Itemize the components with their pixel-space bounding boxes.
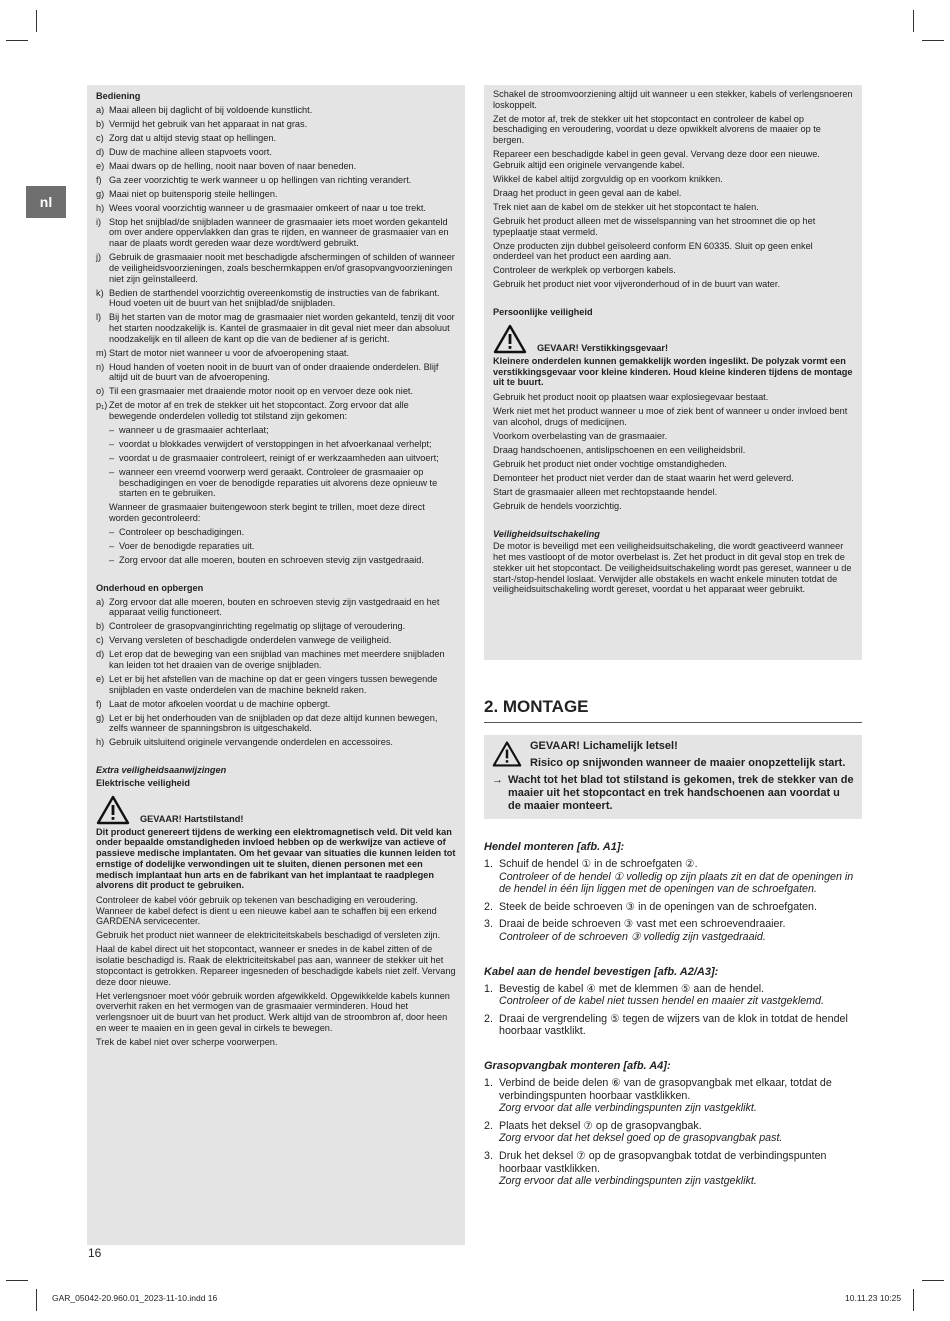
warning-text: Dit product genereert tijdens de werking een elektromagnetisch veld. Dit veld kan onder bepaalde omstandigheden invloed hebben op de werkwijze van actieve of passieve medische implantaten. Om het gevaar van situaties die kunnen leiden tot ernstige of dodelijke verwondingen uit te sluiten, dienen personen met een medisch implantaat hun arts en de fabrikant van het implantaat te raadplegen alvorens dit product te gebruiken.: [96, 826, 456, 891]
step-item: [484, 983, 862, 1008]
warning-icon: [493, 324, 527, 354]
item-text: voordat u de grasmaaier controleert, reinigt of er werkzaamheden aan uitvoert;: [119, 453, 439, 464]
list-item: [96, 175, 456, 186]
list-item: [96, 737, 456, 748]
paragraph: Repareer een beschadigde kabel in geen geval. Vervang deze door een nieuwe. Gebruik altijd een originele vervangende kabel.: [493, 149, 820, 170]
dash-item: [109, 555, 456, 566]
item-text: Gebruik uitsluitend originele vervangende onderdelen en accessoires.: [109, 737, 393, 748]
item-key: c): [96, 635, 104, 646]
item-key: f): [96, 698, 102, 709]
item-text: Zet de motor af en trek de stekker uit het stopcontact. Zorg ervoor dat alle bewegende onderdelen volledig tot stilstand zijn gekomen:: [109, 400, 409, 422]
warning-heart: [96, 795, 456, 825]
warning-icon: [96, 795, 130, 825]
list-item: [96, 203, 456, 214]
subsection-heading: Kabel aan de hendel bevestigen [afb. A2/A3]:: [484, 965, 719, 978]
dash-bullet: –: [109, 526, 115, 537]
list-item: [96, 386, 456, 397]
step-item: [484, 1077, 862, 1115]
item-text: Controleer de grasopvanginrichting regelmatig op slijtage of veroudering.: [109, 621, 406, 632]
list-item: [96, 362, 456, 383]
paragraph: Gebruik het product niet onder vochtige omstandigheden.: [493, 458, 727, 469]
item-key: j): [96, 252, 102, 263]
footer-file: GAR_05042-20.960.01_2023-11-10.indd 16: [52, 1293, 218, 1303]
item-key: d): [96, 649, 105, 660]
dash-item: [109, 453, 456, 464]
warning-title: GEVAAR! Hartstilstand!: [140, 814, 244, 825]
onderhoud-list: [96, 597, 456, 749]
item-text: Let er bij het onderhouden van de snijbladen op dat deze altijd kunnen bewegen, zelfs wanneer de spanningsbron is uitgeschakeld.: [109, 712, 438, 734]
item-key: b): [96, 621, 105, 632]
section-heading: Persoonlijke veiligheid: [493, 307, 593, 318]
item-text: Vermijd het gebruik van het apparaat in nat gras.: [109, 118, 308, 129]
item-text: Zorg ervoor dat alle moeren, bouten en schroeven stevig zijn vastgedraaid en het apparaat veilig functioneert.: [109, 596, 440, 618]
step-note: Zorg ervoor dat het deksel goed op de grasopvangbak past.: [499, 1132, 783, 1145]
list-item: [96, 133, 456, 144]
paragraph: Het verlengsnoer moet vóór gebruik worden afgewikkeld. Opgewikkelde kabels kunnen oververhit raken en het vermogen van de grasmaaier verminderen. Houd het verlengsnoer uit de buurt van het product. Werk altijd van de stroombron af, door heen en weer te maaien en in geen geval in cirkels te bewegen.: [96, 990, 450, 1033]
step-item: [484, 1120, 862, 1145]
item-text: Til een grasmaaier met draaiende motor nooit op en vervoer deze ook niet.: [109, 386, 414, 397]
item-key: a): [96, 104, 105, 115]
step-body: [499, 918, 862, 943]
item-text: Wees vooral voorzichtig wanneer u de grasmaaier omkeert of naar u toe trekt.: [109, 202, 426, 213]
warning-text: Kleinere onderdelen kunnen gemakkelijk worden ingeslikt. De polyzak vormt een verstikkingsgevaar voor kleine kinderen. Houd kleine kinderen tijdens de montage uit te buurt.: [493, 355, 853, 388]
step-text: Bevestig de kabel ④ met de klemmen ⑤ aan de hendel.: [499, 982, 765, 995]
step-item: [484, 1150, 862, 1188]
step-note: Controleer of de kabel niet tussen hendel en maaier zit vastgeklemd.: [499, 995, 824, 1008]
item-text: wanneer een vreemd voorwerp werd geraakt. Controleer de grasmaaier op beschadigingen en voer de benodigde reparaties uit alvorens deze opnieuw te starten en te gebruiken.: [119, 467, 438, 499]
paragraph: Controleer de werkplek op verborgen kabels.: [493, 265, 676, 276]
crop-mark: [922, 1280, 944, 1281]
step-text: Draai de beide schroeven ③ vast met een schroevendraaier.: [499, 918, 786, 931]
step-item: [484, 858, 862, 896]
item-key: g): [96, 712, 105, 723]
list-item: [96, 312, 456, 344]
page-number: 16: [88, 1246, 102, 1260]
step-note: Zorg ervoor dat alle verbindingspunten zijn vastgeklikt.: [499, 1102, 757, 1115]
item-text: Maai niet op buitensporig steile hellingen.: [109, 188, 278, 199]
step-text: Steek de beide schroeven ③ in de openingen van de schroefgaten.: [499, 900, 817, 913]
step-text: Verbind de beide delen ⑥ van de grasopvangbak met elkaar, totdat de verbindingspunten hoorbaar vastklikken.: [499, 1076, 832, 1102]
paragraph: Onze producten zijn dubbel geïsoleerd conform EN 60335. Sluit op geen enkel onderdeel van het product een aarding aan.: [493, 240, 813, 262]
list-item: [96, 189, 456, 200]
dash-item: [109, 467, 456, 499]
item-key: b): [96, 118, 105, 129]
step-text: Druk het deksel ⑦ op de grasopvangbak totdat de verbindingspunten hoorbaar vastklikken.: [499, 1149, 827, 1175]
paragraph: Werk niet met het product wanneer u moe of ziek bent of wanneer u onder invloed bent van alcohol, drugs of medicijnen.: [493, 406, 848, 427]
paragraph: Start de grasmaaier alleen met rechtopstaande hendel.: [493, 486, 718, 497]
paragraph: Zet de motor af, trek de stekker uit het stopcontact en controleer de kabel op beschadiging en veroudering, voordat u deze opwikkelt alvorens de maaier op te bergen.: [493, 113, 821, 146]
item-text: Gebruik de grasmaaier nooit met beschadigde afschermingen of schilden of wanneer de veiligheidsvoorzieningen, zoals beschermkappen en/of grasopvangvoorzieningen niet zijn geïnstalleerd.: [109, 252, 455, 284]
step-note: Zorg ervoor dat alle verbindingspunten zijn vastgeklikt.: [499, 1175, 757, 1188]
step-body: [499, 983, 862, 1008]
step-number: 1.: [484, 1076, 493, 1089]
list-item: [96, 674, 456, 695]
item-key: e): [96, 160, 105, 171]
section-heading: Veiligheidsuitschakeling: [493, 528, 600, 539]
item-text: Zorg ervoor dat alle moeren, bouten en schroeven stevig zijn vastgedraaid.: [119, 554, 424, 565]
item-text: voordat u blokkades verwijdert of verstoppingen in het afvoerkanaal verhelpt;: [119, 439, 432, 450]
item-text: Laat de motor afkoelen voordat u de machine opbergt.: [109, 698, 331, 709]
item-key: f): [96, 174, 102, 185]
warning-title: GEVAAR! Verstikkingsgevaar!: [537, 343, 669, 354]
item-text: Start de motor niet wanneer u voor de afvoeropening staat.: [109, 347, 350, 358]
item-text: Duw de machine alleen stapvoets voort.: [109, 146, 272, 157]
step-text: Schuif de hendel ① in de schroefgaten ②.: [499, 858, 698, 870]
item-key: h): [96, 737, 105, 748]
list-item: [96, 649, 456, 670]
item-key: h): [96, 202, 105, 213]
elec-paragraphs: [96, 895, 456, 1047]
section-heading: Bediening: [96, 91, 141, 101]
section-heading: Extra veiligheidsaanwijzingen: [96, 765, 227, 776]
paragraph: Schakel de stroomvoorziening altijd uit wanneer u een stekker, kabels of verlengsnoeren loskoppelt.: [493, 89, 853, 110]
subsection-heading: Grasopvangbak monteren [afb. A4]:: [484, 1059, 671, 1072]
paragraph: Controleer de kabel vóór gebruik op tekenen van beschadiging en veroudering. Wanneer de kabel defect is dient u een nieuwe kabel aan te schaffen bij een erkend GARDENA servicecenter.: [96, 894, 437, 927]
paragraph: Wanneer de grasmaaier buitengewoon sterk begint te trillen, moet deze direct worden gecontroleerd:: [109, 502, 425, 524]
item-key: p₁): [96, 400, 108, 411]
step-item: [484, 1013, 862, 1038]
footer-date: 10.11.23 10:25: [845, 1293, 902, 1303]
language-tab: nl: [26, 186, 66, 218]
right-column: [484, 85, 862, 660]
item-text: Bedien de starthendel voorzichtig overeenkomstig de instructies van de fabrikant. Houd voeten uit de buurt van het snijblad/de snijbladen.: [109, 287, 440, 309]
item-key: e): [96, 673, 105, 684]
montage-steps: [484, 841, 862, 1188]
dash-bullet: –: [109, 453, 115, 464]
item-key: l): [96, 312, 102, 323]
dash-bullet: –: [109, 554, 115, 565]
step-item: [484, 918, 862, 943]
crop-mark: [6, 1280, 28, 1281]
warning-choking: [493, 324, 853, 354]
dash-item: [109, 425, 456, 436]
paragraph: Draag handschoenen, antislipschoenen en een veiligheidsbril.: [493, 444, 746, 455]
step-body: [499, 1013, 862, 1038]
montage-section: [484, 697, 862, 1193]
paragraph: Gebruik het product nooit op plaatsen waar explosiegevaar bestaat.: [493, 392, 769, 403]
item-text: Let erop dat de beweging van een snijblad van machines met meerdere snijbladen kan leiden tot het draaien van de overige snijbladen.: [109, 649, 445, 670]
item-key: m): [96, 347, 107, 358]
subsection-heading: Hendel monteren [afb. A1]:: [484, 841, 625, 853]
list-item: [96, 288, 456, 309]
step-body: [499, 858, 862, 896]
list-item: [96, 252, 456, 284]
item-text: Houd handen of voeten nooit in de buurt van of onder draaiende onderdelen. Blijf altijd uit de buurt van de afvoeropening.: [109, 361, 439, 383]
item-text: Maai alleen bij daglicht of bij voldoende kunstlicht.: [109, 104, 313, 115]
paragraph: Gebruik het product niet wanneer de elektriciteitskabels beschadigd of versleten zijn.: [96, 930, 441, 941]
section-heading: Elektrische veiligheid: [96, 778, 190, 789]
item-text: Controleer op beschadigingen.: [119, 526, 245, 537]
step-number: 3.: [484, 1149, 493, 1162]
step-number: 3.: [484, 918, 493, 931]
step-note: Controleer of de hendel ① volledig op zijn plaats zit en dat de openingen in de hendel in één lijn liggen met de openingen van de schroefgaten.: [499, 870, 854, 896]
step-text: Draai de vergrendeling ⑤ tegen de wijzers van de klok in totdat de hendel hoorbaar vastklikt.: [499, 1012, 848, 1038]
step-number: 1.: [484, 858, 493, 870]
dash-bullet: –: [109, 425, 115, 436]
item-text: Ga zeer voorzichtig te werk wanneer u op hellingen van richting verandert.: [109, 174, 412, 185]
item-key: c): [96, 132, 104, 143]
item-text: Vervang versleten of beschadigde onderdelen vanwege de veiligheid.: [109, 635, 392, 646]
montage-title: 2. MONTAGE: [484, 697, 862, 723]
step-text: Plaats het deksel ⑦ op de grasopvangbak.: [499, 1119, 702, 1132]
list-item: [96, 119, 456, 130]
p-extra-sub-list: [96, 527, 456, 566]
step-body: [499, 1077, 862, 1115]
item-key: g): [96, 188, 105, 199]
item-text: Let er bij het afstellen van de machine op dat er geen vingers tussen bewegende snijbladen en vaste onderdelen van de machine bekneld raken.: [109, 673, 438, 695]
paragraph: Gebruik de hendels voorzichtig.: [493, 500, 622, 511]
list-item: [96, 161, 456, 172]
dash-item: [109, 527, 456, 538]
step-number: 2.: [484, 900, 493, 913]
item-key: i): [96, 216, 102, 227]
paragraph: Trek niet aan de kabel om de stekker uit het stopcontact te halen.: [493, 201, 759, 212]
list-item: [96, 147, 456, 158]
warning-text: Risico op snijwonden wanneer de maaier onopzettelijk start.: [530, 757, 846, 769]
left-column: [87, 85, 465, 1245]
arrow-icon: →: [492, 774, 503, 786]
list-item: [96, 400, 456, 421]
paragraph: Trek de kabel niet over scherpe voorwerpen.: [96, 1036, 278, 1047]
list-item: [96, 699, 456, 710]
warning-icon: [492, 740, 522, 768]
list-item: [96, 713, 456, 734]
list-item: [96, 105, 456, 116]
step-number: 2.: [484, 1012, 493, 1025]
step-body: [499, 1120, 862, 1145]
crop-mark: [36, 10, 37, 32]
crop-mark: [913, 10, 914, 32]
dash-item: [109, 439, 456, 450]
item-text: wanneer u de grasmaaier achterlaat;: [119, 425, 269, 436]
step-body: [499, 1150, 862, 1188]
item-key: a): [96, 596, 105, 607]
warning-title: GEVAAR! Lichamelijk letsel!: [530, 740, 678, 752]
item-text: Stop het snijblad/de snijbladen wanneer de grasmaaier iets moet worden gekanteld om over andere oppervlakken dan gras te rijden, en wanneer de grasmaaier van en naar de plaats wordt gereden waar deze wordt/werd gebruikt.: [109, 216, 449, 249]
step-number: 1.: [484, 982, 493, 995]
warning-instruction: Wacht tot het blad tot stilstand is gekomen, trek de stekker van de maaier uit het stopcontact en trek handschoenen aan voordat u de maaier monteert.: [508, 774, 854, 812]
step-item: [484, 901, 862, 914]
item-key: d): [96, 146, 105, 157]
crop-mark: [36, 1289, 37, 1311]
montage-warning: [484, 735, 862, 819]
paragraph: Wikkel de kabel altijd zorgvuldig op en voorkom knikken.: [493, 173, 723, 184]
list-item: [96, 597, 456, 618]
list-item: [96, 348, 456, 359]
step-note: Controleer of de schroeven ③ volledig zijn vastgedraaid.: [499, 930, 766, 943]
bediening-list: [96, 105, 456, 422]
paragraph: Demonteer het product niet verder dan de staat waarin het werd geleverd.: [493, 472, 794, 483]
dash-bullet: –: [109, 540, 115, 551]
item-key: k): [96, 287, 104, 298]
step-body: [499, 901, 862, 914]
right-paragraphs: [493, 89, 853, 290]
list-item: [96, 217, 456, 249]
paragraph: Draag het product in geen geval aan de kabel.: [493, 187, 682, 198]
dash-item: [109, 541, 456, 552]
item-text: Bij het starten van de motor mag de grasmaaier niet worden gekanteld, tenzij dit voor het starten noodzakelijk is. Kantel de grasmaaier in dit geval niet meer dan absoluut noodzakelijk en til alleen de kant op die van de bediener af is gericht.: [109, 312, 455, 344]
item-text: Zorg dat u altijd stevig staat op hellingen.: [109, 132, 277, 143]
step-number: 2.: [484, 1119, 493, 1132]
item-text: Voer de benodigde reparaties uit.: [119, 540, 255, 551]
paragraph: Haal de kabel direct uit het stopcontact, wanneer er snedes in de kabel zitten of de isolatie beschadigd is. Raak de elektriciteitskabel pas aan, wanneer de stekker uit het stopcontact is getrokken. Repareer ingesneden of beschadigde kabels niet zelf. Vervang deze door nieuwe.: [96, 944, 456, 987]
list-item: [96, 635, 456, 646]
personal-paragraphs: [493, 392, 853, 511]
item-key: n): [96, 361, 105, 372]
crop-mark: [922, 40, 944, 41]
dash-bullet: –: [109, 439, 115, 450]
section-heading: Onderhoud en opbergen: [96, 582, 204, 593]
item-text: Maai dwars op de helling, nooit naar boven of naar beneden.: [109, 160, 357, 171]
crop-mark: [913, 1289, 914, 1311]
paragraph: Gebruik het product niet voor vijveronderhoud of in de buurt van water.: [493, 279, 781, 290]
paragraph: Gebruik het product alleen met de wisselspanning van het stroomnet die op het typeplaatje staat vermeld.: [493, 215, 816, 237]
item-key: o): [96, 386, 105, 397]
paragraph: Voorkom overbelasting van de grasmaaier.: [493, 430, 668, 441]
dash-bullet: –: [109, 467, 115, 478]
crop-mark: [6, 40, 28, 41]
p-sub-list: [96, 425, 456, 499]
list-item: [96, 621, 456, 632]
paragraph: De motor is beveiligd met een veiligheidsuitschakeling, die wordt geactiveerd wanneer het mes vastloopt of de motor overbelast is. Zet het product in dit geval stop en trek de stekker uit het stopcontact. De veiligheidsuitschakeling wordt pas gereset, wanneer u de start-/stop-hendel loslaat. Verwijder alle obstakels en wacht enkele minuten totdat de veiligheidsuitschakeling wordt gereset, voordat u het apparaat weer gebruikt.: [493, 541, 852, 595]
